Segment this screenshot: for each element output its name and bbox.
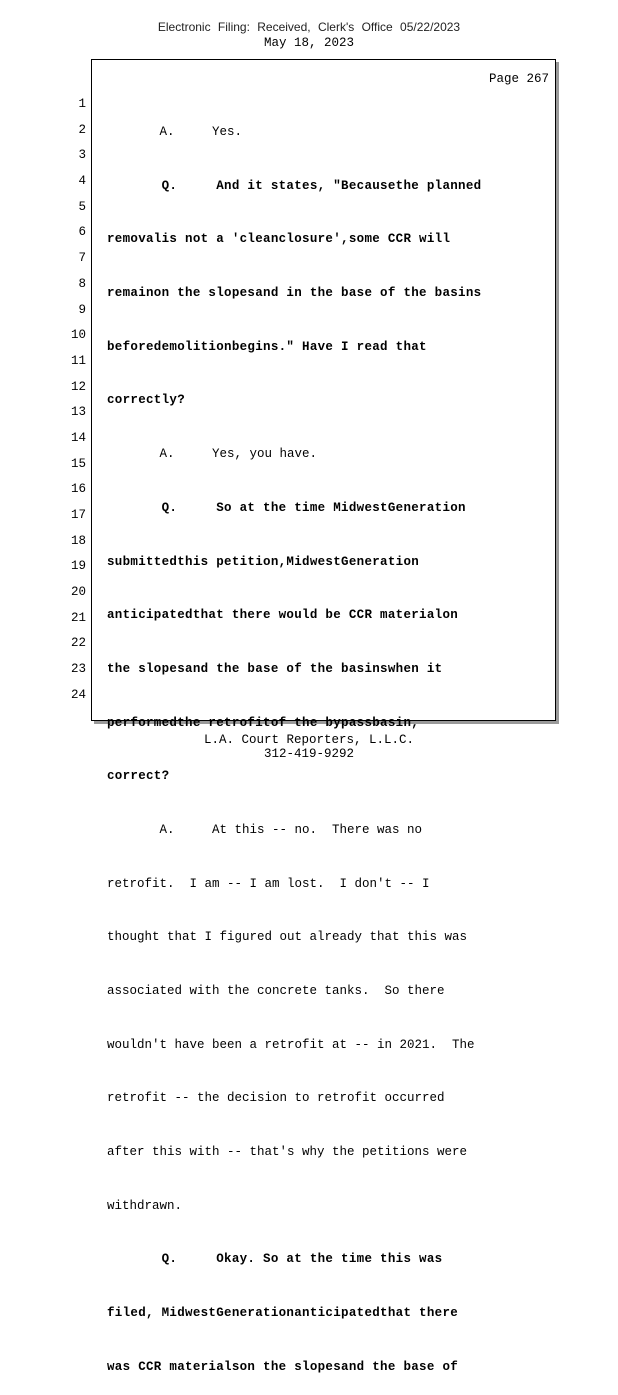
line-number: 13 <box>70 405 86 420</box>
line-number: 5 <box>78 199 86 214</box>
transcript-line: submittedthis petition,MidwestGeneration <box>107 554 420 569</box>
transcript-line: withdrawn. <box>107 1198 183 1213</box>
line-number: 20 <box>70 585 86 600</box>
transcript-line: A. Yes, you have. <box>107 447 318 462</box>
line-number: 14 <box>70 430 86 445</box>
line-number: 23 <box>70 662 86 677</box>
line-number: 18 <box>70 533 86 548</box>
transcript-line: after this with -- that's why the petitions were <box>107 1145 468 1160</box>
court-reporter-name: L.A. Court Reporters, L.L.C. <box>203 733 415 747</box>
electronic-filing-stamp: Electronic Filing: Received, Clerk's Office 05/22/2023 <box>157 20 461 34</box>
line-number: 9 <box>78 302 86 317</box>
line-number: 8 <box>78 276 86 291</box>
line-number: 10 <box>70 328 86 343</box>
line-number-column <box>60 92 86 709</box>
line-number: 3 <box>78 148 86 163</box>
line-number: 16 <box>70 482 86 497</box>
transcript-line: removalis not a 'cleanclosure',some CCR will <box>107 232 451 247</box>
transcript-line: Q. So at the time MidwestGeneration <box>107 500 466 515</box>
line-number: 15 <box>70 456 86 471</box>
transcript-line: was CCR materialson the slopesand the base of <box>107 1359 459 1374</box>
transcript-line: associated with the concrete tanks. So there <box>107 984 445 998</box>
court-reporter-phone: 312-419-9292 <box>263 747 354 761</box>
line-number: 11 <box>70 353 86 368</box>
transcript-line: remainon the slopesand in the base of the basins <box>107 286 482 301</box>
line-number: 2 <box>78 122 86 137</box>
line-number: 6 <box>78 225 86 240</box>
line-number: 17 <box>70 508 86 522</box>
line-number: 12 <box>70 379 86 394</box>
transcript-line: A. At this -- no. There was no <box>107 822 423 837</box>
transcript-line: Q. Okay. So at the time this was <box>107 1252 443 1267</box>
line-number: 4 <box>78 174 86 189</box>
transcript-line: performedthe retrofitof the bypassbasin, <box>107 715 420 730</box>
deposition-date: May 18, 2023 <box>263 36 354 50</box>
page-number: Page 267 <box>488 72 549 86</box>
transcript-line: thought that I figured out already that this was <box>107 930 468 945</box>
line-number: 1 <box>78 97 86 111</box>
transcript-line: the slopesand the base of the basinswhen it <box>107 661 443 676</box>
line-number: 19 <box>70 559 86 574</box>
transcript-line: Q. And it states, "Becausethe planned <box>107 178 482 193</box>
transcript-line: anticipatedthat there would be CCR materialon <box>107 608 459 623</box>
transcript-line: correct? <box>107 769 170 784</box>
line-number: 24 <box>70 687 86 702</box>
transcript-line: retrofit -- the decision to retrofit occurred <box>107 1091 445 1106</box>
transcript-line: correctly? <box>107 393 186 408</box>
transcript-line: retrofit. I am -- I am lost. I don't -- I <box>107 876 430 891</box>
transcript-line: beforedemolitionbegins." Have I read that <box>107 339 427 354</box>
transcript-line: A. Yes. <box>107 125 243 139</box>
line-number: 21 <box>70 610 86 625</box>
line-number: 22 <box>70 636 86 651</box>
line-number: 7 <box>78 251 86 266</box>
transcript-line: wouldn't have been a retrofit at -- in 2021. The <box>107 1037 475 1052</box>
transcript-line: filed, MidwestGenerationanticipatedthat there <box>107 1306 459 1321</box>
